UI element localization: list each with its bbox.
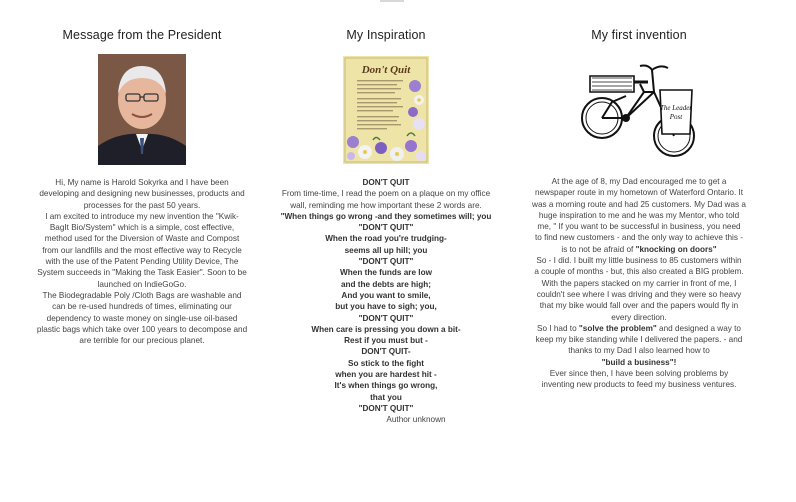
story-line: Ever since then, I have been solving problems by (549, 369, 729, 379)
story-line: huge inspiration to me and he was my Mentor, who told (538, 210, 740, 220)
president-text-line: BagIt Bio/System" which is a simple, cost effective, (49, 223, 235, 233)
story-emphasis: "build a business"! (601, 357, 677, 367)
president-text-line: are terrible for our precious planet. (79, 336, 205, 346)
poem-line: And you want to smile, (341, 290, 431, 300)
story-line: inventing new products to feed my business ventures. (541, 380, 737, 390)
president-text-line: The Biodegradable Poly /Cloth Bags are washable and (42, 290, 242, 300)
poem-line: "When things go wrong -and they sometimes will; you (280, 211, 492, 221)
poem-line: "DON'T QUIT" (358, 403, 414, 413)
story-text: and designed a way to (656, 323, 741, 333)
story-line: me, " If you want to be successful in business, you need (537, 222, 741, 232)
story-line: With the papers stacked on my carrier in front of me, I (541, 278, 737, 288)
poem-line: Rest if you must but - (344, 336, 428, 346)
president-text-line: developing and designing new businesses, products and (39, 189, 245, 199)
president-text-line: processes for the past 50 years. (83, 200, 201, 210)
poem-line: "DON'T QUIT" (358, 223, 414, 233)
story-line: newspaper route in my hometown of Waterford Ontario. It (534, 188, 744, 198)
story-text: So I had to (537, 323, 579, 333)
story-line: that my bike would fall over and the papers would fly in (539, 301, 739, 311)
box-label: Post (669, 113, 683, 121)
box-label: The Leader (659, 104, 693, 112)
story-line: keep my bike standing while I delivered the papers. - and (535, 335, 743, 345)
poem-line: "DON'T QUIT" (358, 257, 414, 267)
story-emphasis: "knocking on doors" (635, 244, 717, 254)
poster-title: Don't Quit (361, 64, 411, 76)
poem-line: wall, reminding me how important these 2 words are. (290, 200, 482, 210)
poem-author: Author unknown (386, 415, 446, 425)
president-text-line: System succeeds in "Making the Task Easier". Soon to be (37, 268, 247, 278)
inspiration-text (272, 177, 500, 426)
dont-quit-poster (343, 56, 429, 164)
poem-line: When the road you're trudging- (325, 234, 447, 244)
poem-line: "DON'T QUIT" (358, 313, 414, 323)
story-line: At the age of 8, my Dad encouraged me to get a (551, 177, 727, 186)
poem-line: So stick to the fight (348, 358, 424, 368)
president-text-line: dependency to waste money on single-use oil-based (46, 313, 238, 323)
poem-line: that you (370, 392, 402, 402)
poem-line: DON'T QUIT- (361, 347, 411, 357)
story-line: couldn't see where I was driving and they were so heavy (536, 289, 742, 299)
story-line: was a morning route and had 25 customers. My Dad was a (532, 199, 746, 209)
invention-title: My first invention (591, 28, 687, 42)
poem-line: From time-time, I read the poem on a plaque on my office (281, 189, 491, 199)
president-column (22, 28, 262, 346)
president-title: Message from the President (62, 28, 222, 42)
invention-column (505, 28, 773, 391)
story-line (505, 323, 773, 334)
president-text (22, 177, 262, 346)
president-text-line: plastic bags which take over 100 years to decompose and (36, 324, 248, 334)
story-line: a couple of months - but, this also created a BIG problem. (534, 267, 744, 277)
story-line: thanks to my Dad I also learned how to (568, 346, 710, 356)
bicycle-drawing (578, 52, 700, 164)
poem-line: When care is pressing you down a bit- (311, 324, 461, 334)
poem-line: seems all up hill; you (344, 245, 428, 255)
poem-line: but you have to sigh; you, (335, 302, 437, 312)
story-line (505, 244, 773, 255)
president-text-line: method used for the Diversion of Waste and Compost (44, 234, 240, 244)
president-text-line: can be re-used hundreds of times, eliminating our (52, 302, 232, 312)
story-emphasis: "solve the problem" (578, 323, 657, 333)
president-text-line: with the use of the Patent Pending Utility Device, The (45, 257, 239, 267)
poem-line: DON'T QUIT (362, 178, 410, 187)
president-text-line: launched on IndieGoGo. (97, 279, 187, 289)
invention-text (505, 176, 773, 391)
story-line: every direction. (611, 312, 667, 322)
president-text-line: from our landfills and the most effective way to Recycle (42, 245, 242, 255)
president-text-line: I am excited to introduce my new invention the "Kwik- (45, 211, 239, 221)
president-photo (98, 54, 186, 165)
inspiration-column (272, 28, 500, 426)
poem-line: and the debts are high; (340, 279, 432, 289)
story-line: So - I did. I built my little business to 85 customers within (536, 256, 742, 266)
top-divider (380, 0, 404, 2)
president-text-line: Hi, My name is Harold Sokyrka and I have been (55, 178, 229, 187)
poem-line: When the funds are low (340, 268, 432, 278)
poem-line: when you are hardest hit - (335, 370, 437, 380)
poem-line: It's when things go wrong, (334, 381, 438, 391)
inspiration-title: My Inspiration (346, 28, 426, 42)
story-text: is to not be afraid of (561, 244, 636, 254)
story-line: to find new customers - and the only way to achieve this - (535, 233, 743, 243)
